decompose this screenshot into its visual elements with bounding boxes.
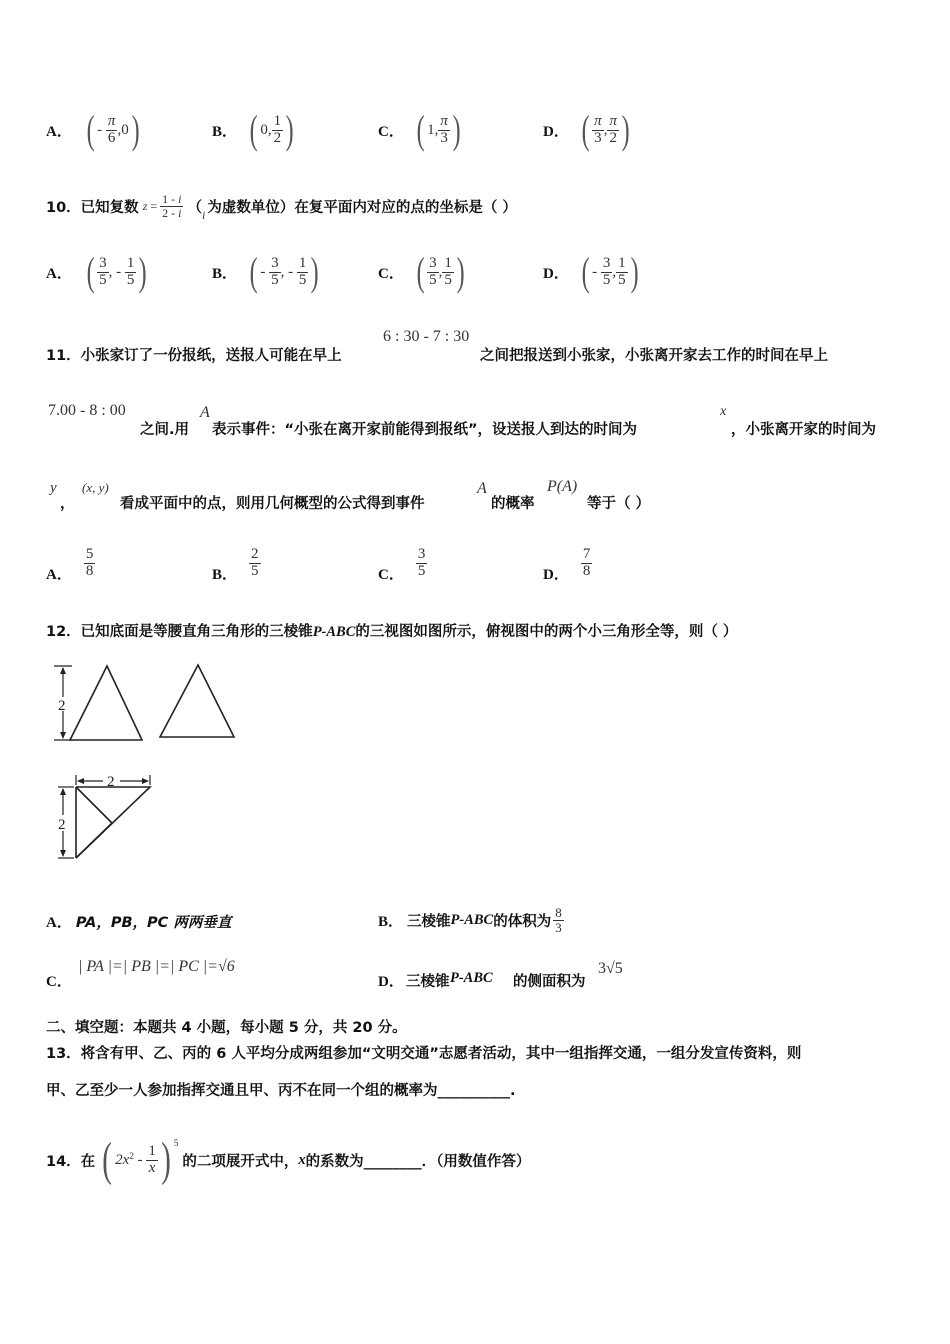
q14-suffix: 的系数为________．（用数值作答） <box>305 1153 531 1170</box>
q11-prob: P(A) <box>547 478 578 495</box>
q10-mid-paren: （ <box>187 199 202 216</box>
q10-option-c <box>378 242 467 302</box>
q9-option-c <box>378 100 463 160</box>
q12-option-b <box>378 898 564 942</box>
q13-line2: 甲、乙至少一人参加指挥交通且甲、丙不在同一个组的概率为__________. <box>46 1083 516 1099</box>
q11-option-c <box>378 536 427 590</box>
option-pre: 三棱锥 <box>407 913 451 930</box>
option-math: ( $\frac{\pi}{3}$ , $\frac{\pi}{2}$ ) <box>581 107 630 152</box>
option-post: 的体积为 <box>493 913 552 930</box>
option-label: A． <box>46 914 72 931</box>
side-view <box>160 665 234 737</box>
option-label: A． <box>46 265 72 282</box>
q11-comma: ， <box>60 496 75 512</box>
top-width-label: 2 <box>107 774 115 790</box>
q11-line1-prefix: 11．小张家订了一份报纸，送报人可能在早上 <box>46 348 342 364</box>
section-header: 二、填空题：本题共 4 小题，每小题 5 分，共 20 分。 <box>46 1020 407 1036</box>
option-label: C． <box>378 566 404 583</box>
q10-options <box>0 242 950 302</box>
option-label: D． <box>543 265 569 282</box>
q12-prefix: 12．已知底面是等腰直角三角形的三棱锥 <box>46 624 313 640</box>
q11-line3-a: 看成平面中的点，则用几何概型的公式得到事件 <box>120 496 425 512</box>
q10-stem <box>46 184 517 228</box>
q9-options <box>0 100 950 160</box>
option-label: B． <box>212 265 238 282</box>
option-fraction: $\frac{7}{8}$ <box>582 545 591 579</box>
option-text: PA，PB，PC 两两垂直 <box>75 914 232 931</box>
q12-pyramid: P-ABC <box>312 624 356 640</box>
front-view <box>54 666 142 740</box>
option-math: ( - $\frac{\pi}{6}$ ,0 ) <box>86 107 140 152</box>
option-label: B． <box>212 123 238 140</box>
q14-mid: 的二项展开式中， <box>182 1153 299 1170</box>
option-math: ( - $\frac{3}{5}$ , $\frac{1}{5}$ ) <box>581 249 639 294</box>
option-fraction: $\frac{3}{5}$ <box>417 545 426 579</box>
q14-var: x <box>298 1151 306 1168</box>
q11-point: (x, y) <box>82 480 109 495</box>
q10-formula: z = $\frac{1 - i}{2 - i}$ <box>142 191 182 220</box>
top-view <box>58 775 150 858</box>
q14-prefix: 14．在 <box>46 1153 96 1170</box>
q11-event-a: A <box>200 404 210 421</box>
option-fraction: $\frac{8}{3}$ <box>555 904 562 935</box>
q12-stem <box>46 620 737 642</box>
q10-prefix: 10．已知复数 <box>46 199 139 216</box>
q12-option-a <box>46 909 231 933</box>
option-label: B． <box>212 566 238 583</box>
q10-i-symbol: i <box>201 207 206 222</box>
q10-option-a <box>46 242 150 302</box>
option-label: A． <box>46 566 72 583</box>
option-pyramid: P-ABC <box>450 911 494 928</box>
option-math: 3√5 <box>598 960 623 977</box>
option-math: ( $\frac{3}{5}$ , - $\frac{1}{5}$ ) <box>86 249 148 294</box>
q11-options <box>0 536 950 590</box>
option-math: ( 1, $\frac{\pi}{3}$ ) <box>416 107 461 152</box>
option-label: C． <box>46 974 72 990</box>
q13-line1: 13．将含有甲、乙、丙的 6 人平均分成两组参加“文明交通”志愿者活动，其中一组指挥交通，一组分发宣传资料，则 <box>46 1046 802 1062</box>
q10-option-b <box>212 242 322 302</box>
q11-option-a <box>46 536 95 590</box>
option-math: ( 0, $\frac{1}{2}$ ) <box>249 107 294 152</box>
q11-option-b <box>212 536 261 590</box>
option-math: ( $\frac{3}{5}$ , $\frac{1}{5}$ ) <box>416 249 465 294</box>
q9-option-d <box>543 100 632 160</box>
q12-suffix: 的三视图如图所示，俯视图中的两个小三角形全等，则（ ） <box>355 624 738 640</box>
q11-time1: 6 : 30 - 7 : 30 <box>383 328 470 345</box>
q11-line2-c: ，小张离开家的时间为 <box>731 422 876 438</box>
option-label: D． <box>543 123 569 140</box>
option-label: D． <box>543 566 569 583</box>
front-height-label: 2 <box>58 698 66 714</box>
option-post: 的侧面积为 <box>513 974 586 990</box>
option-label: B． <box>378 913 404 930</box>
q11-event-a2: A <box>477 480 487 497</box>
q10-option-d <box>543 242 641 302</box>
q11-var-x: x <box>720 404 727 419</box>
q14-expression: ( 2x $^2$ - $\frac{1}{x}$ ) $^5$ <box>102 1133 179 1186</box>
q11-time2: 7.00 - 8 : 00 <box>48 402 126 419</box>
q9-option-b <box>212 100 296 160</box>
top-height-label: 2 <box>58 817 66 833</box>
option-pre: 三棱锥 <box>406 974 450 990</box>
three-view-figure <box>50 655 250 870</box>
q10-suffix: 为虚数单位）在复平面内对应的点的坐标是（ ） <box>207 199 517 216</box>
option-label: A． <box>46 123 72 140</box>
option-math: | PA |=| PB |=| PC |=√6 <box>78 958 235 975</box>
q11-line3-c: 等于（ ） <box>587 496 651 512</box>
option-fraction: $\frac{2}{5}$ <box>251 545 259 579</box>
option-math: ( - $\frac{3}{5}$ , - $\frac{1}{5}$ ) <box>249 249 320 294</box>
option-fraction: $\frac{5}{8}$ <box>85 545 94 579</box>
q11-line2-a: 之间.用 <box>140 422 190 438</box>
option-label: C． <box>378 265 404 282</box>
q9-option-a <box>46 100 142 160</box>
option-label: C． <box>378 123 404 140</box>
q11-line3-b: 的概率 <box>491 496 535 512</box>
option-label: D． <box>378 974 404 990</box>
q11-option-d <box>543 536 592 590</box>
q11-line1-suffix: 之间把报送到小张家，小张离开家去工作的时间在早上 <box>480 348 828 364</box>
q11-var-y: y <box>50 480 57 496</box>
option-pyramid: P-ABC <box>450 970 493 986</box>
q14 <box>46 1132 530 1188</box>
q11-line2-b: 表示事件：“小张在离开家前能得到报纸”，设送报人到达的时间为 <box>212 422 638 438</box>
